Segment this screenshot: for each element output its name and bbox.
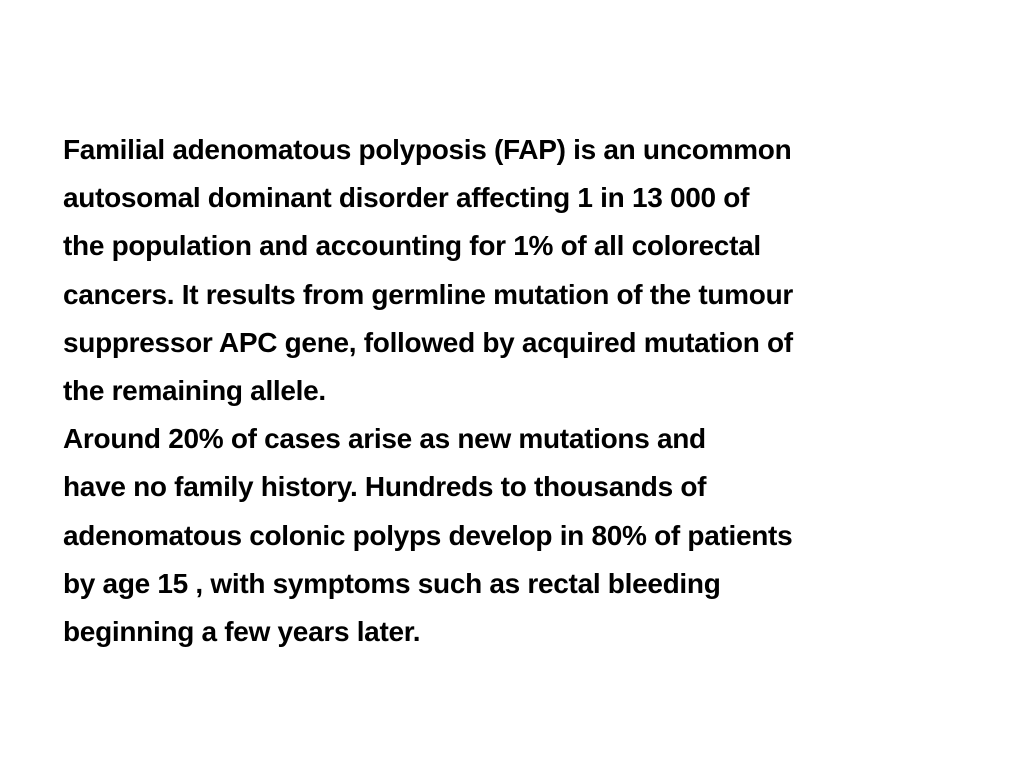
text-line: autosomal dominant disorder affecting 1 in 13 000 of [63,182,750,214]
text-line: suppressor APC gene, followed by acquired mutation of [63,326,793,358]
text-line: have no family history. Hundreds to thousands of [63,471,707,503]
paragraph-fap-presentation [63,415,1013,656]
paragraph-fap-overview [63,126,1013,415]
text-line: the population and accounting for 1% of all colorectal [63,230,761,262]
body-text [63,126,1013,656]
text-line: cancers. It results from germline mutation of the tumour [63,278,793,310]
text-line: beginning a few years later. [63,616,421,648]
text-line: Familial adenomatous polyposis (FAP) is an uncommon [63,134,792,165]
text-line: adenomatous colonic polyps develop in 80% of patients [63,519,793,551]
text-line: the remaining allele. [63,375,326,407]
text-line: by age 15 , with symptoms such as rectal bleeding [63,567,721,599]
text-line: Around 20% of cases arise as new mutations and [63,423,706,455]
